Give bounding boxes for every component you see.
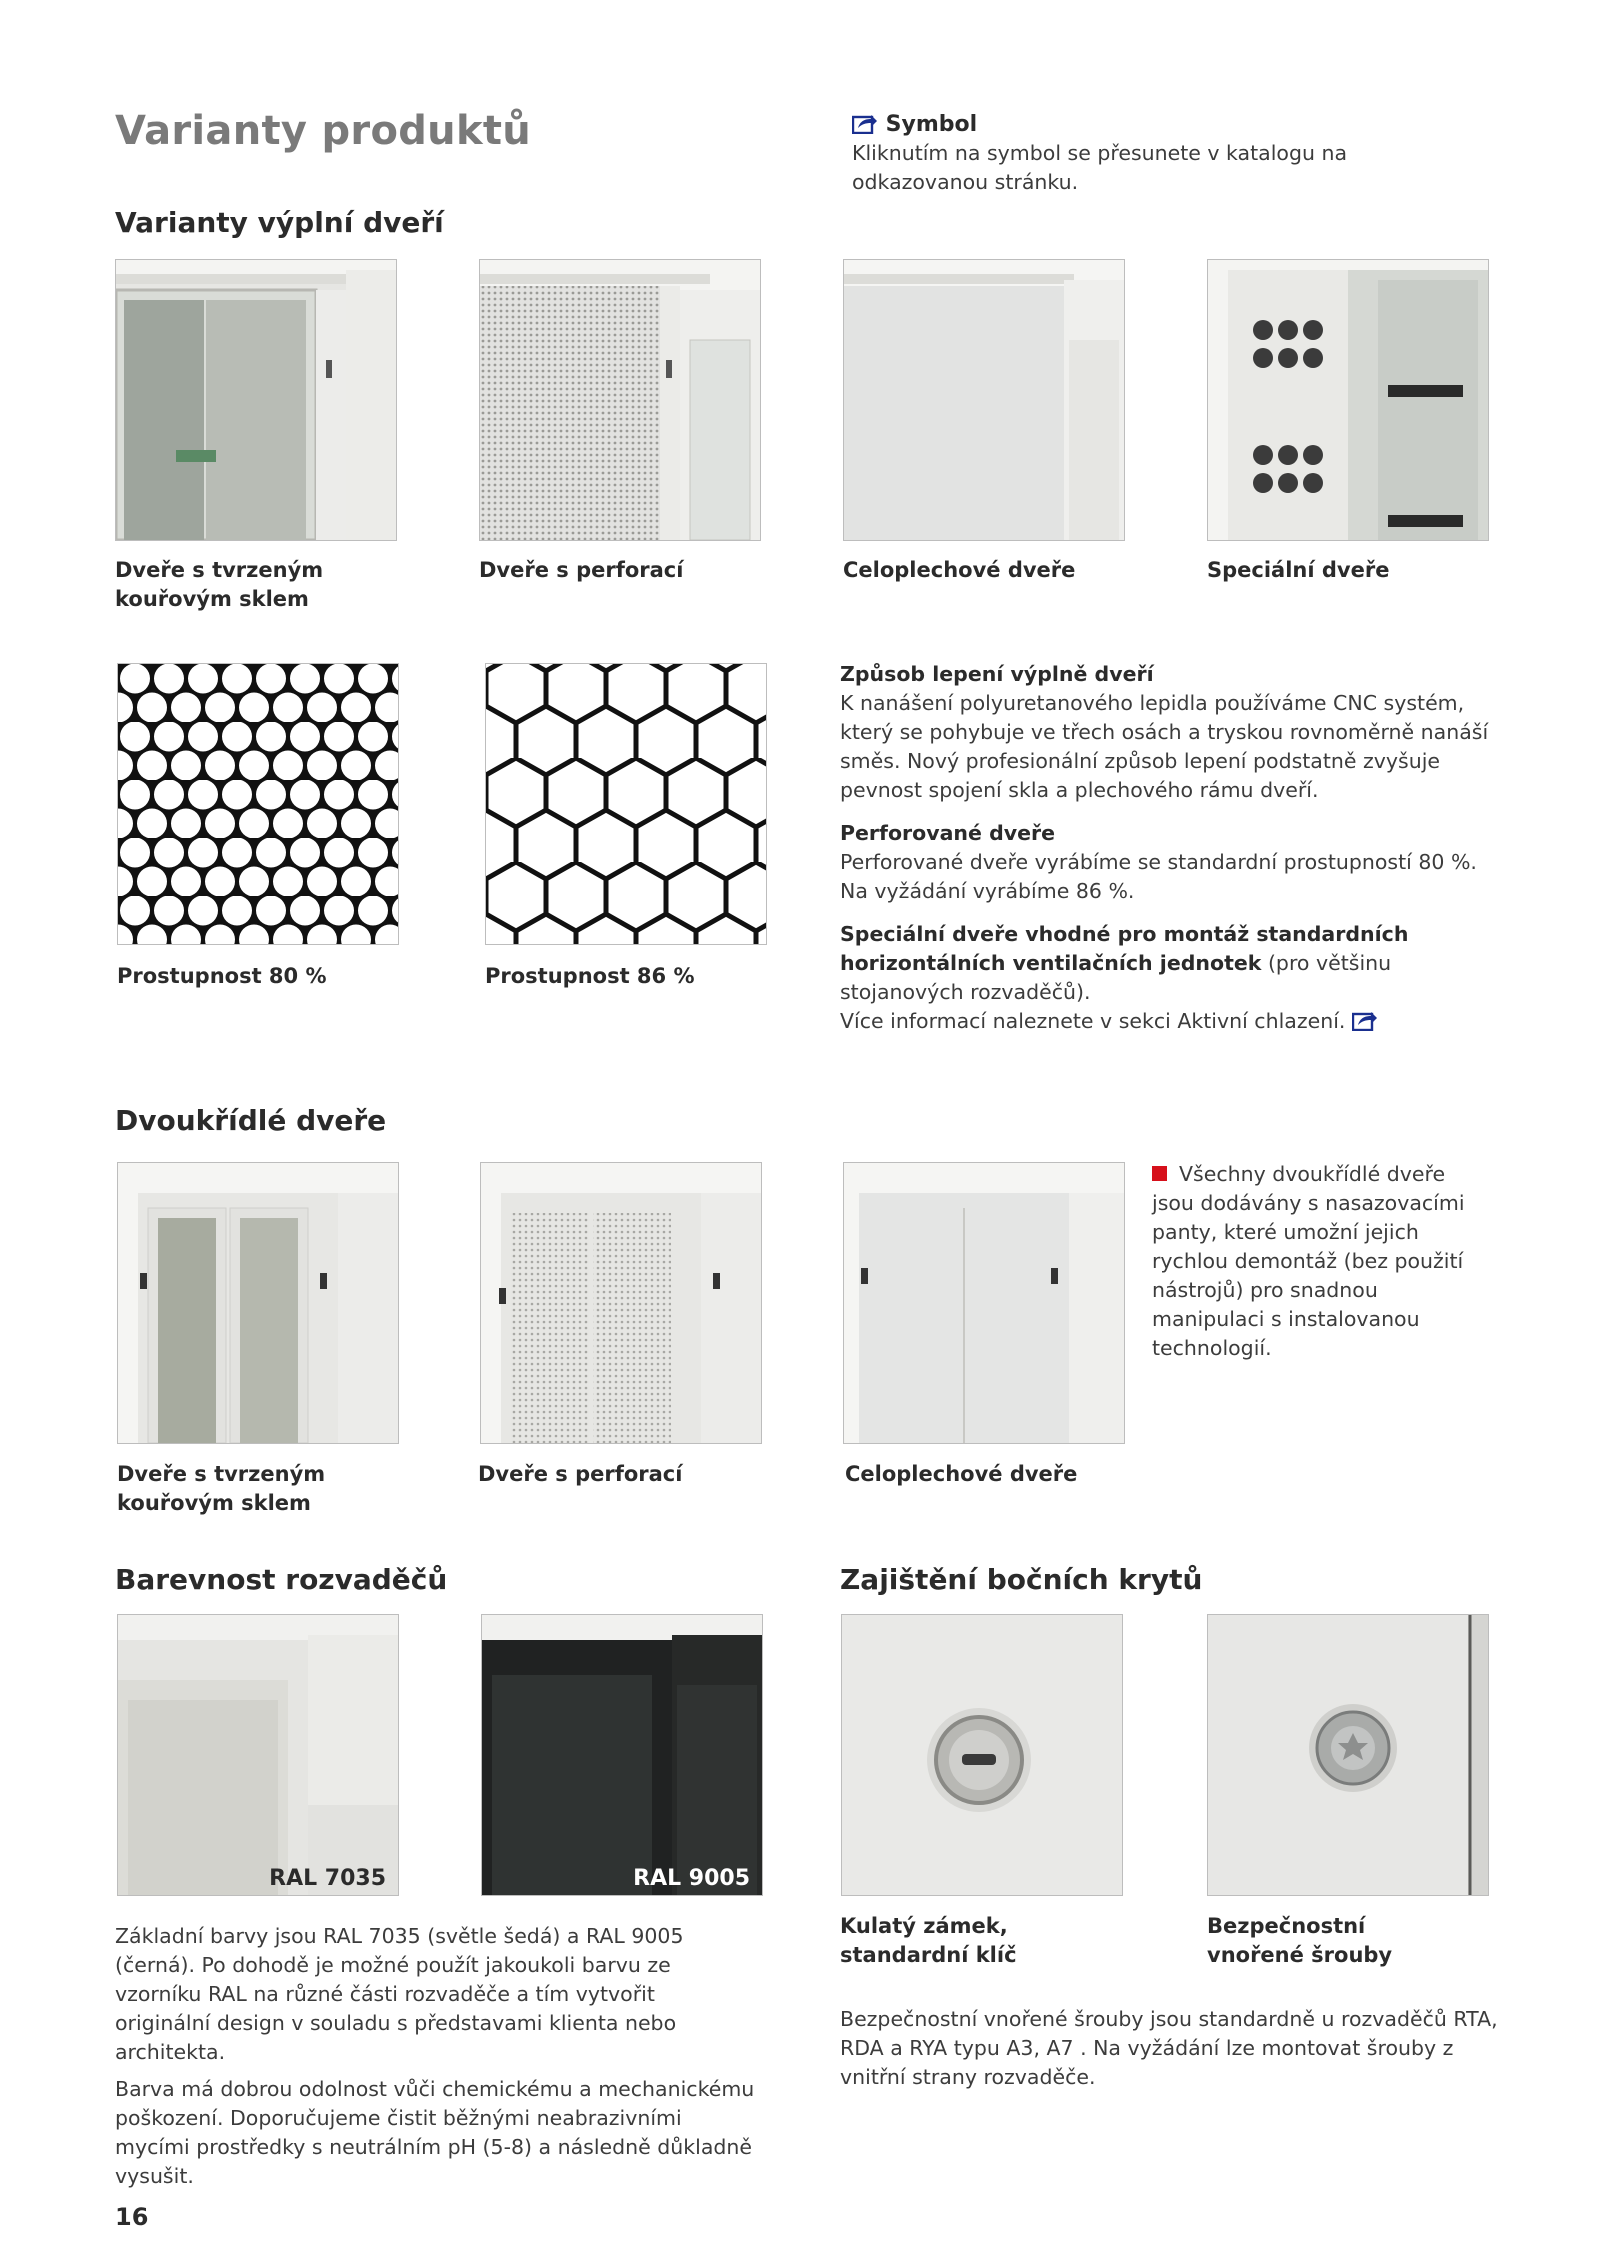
caption-double-smoked-glass: Dveře s tvrzeným kouřovým sklem bbox=[117, 1462, 326, 1515]
link-icon[interactable] bbox=[852, 112, 878, 134]
gluing-text: K nanášení polyuretanového lepidla používáme CNC systém, který se pohybuje ve třech osách a tryskou rovnoměrně nanáší směs. Nový profesionální způsob lepení podstatně zvyšuje pevnost spojení skla a plechového rámu dveří. bbox=[840, 691, 1489, 802]
ral-9005-label: RAL 9005 bbox=[633, 1866, 750, 1891]
caption-round-lock: Kulatý zámek, standardní klíč bbox=[840, 1914, 1017, 1967]
photo-double-perforated bbox=[480, 1162, 762, 1444]
door-info-text bbox=[840, 660, 1495, 1036]
page-number: 16 bbox=[115, 2203, 149, 2231]
photo-solid-steel-door bbox=[843, 259, 1125, 541]
colors-text bbox=[115, 1922, 755, 2191]
photo-ral-9005 bbox=[481, 1614, 763, 1896]
caption-perforation-80: Prostupnost 80 % bbox=[117, 964, 327, 988]
caption-smoked-glass: Dveře s tvrzeným kouřovým sklem bbox=[115, 558, 324, 611]
caption-solid-steel: Celoplechové dveře bbox=[843, 558, 1076, 582]
pattern-perforation-80 bbox=[117, 663, 399, 945]
photo-double-solid-steel bbox=[843, 1162, 1125, 1444]
page-title: Varianty produktů bbox=[115, 108, 532, 154]
perforated-title: Perforované dveře bbox=[840, 821, 1056, 845]
photo-perforated-door bbox=[479, 259, 761, 541]
photo-round-lock bbox=[841, 1614, 1123, 1896]
symbol-text: Kliknutím na symbol se přesunete v katalogu na odkazovanou stránku. bbox=[852, 141, 1348, 194]
caption-security-screw: Bezpečnostní vnořené šrouby bbox=[1207, 1914, 1393, 1967]
special-doors-text bbox=[840, 920, 1495, 1007]
caption-perforated: Dveře s perforací bbox=[479, 558, 684, 582]
special-more-text: Více informací naleznete v sekci Aktivní chlazení. bbox=[840, 1009, 1346, 1033]
side-covers-heading: Zajištění bočních krytů bbox=[840, 1563, 1203, 1596]
double-doors-note bbox=[1152, 1160, 1492, 1363]
caption-perforation-86: Prostupnost 86 % bbox=[485, 964, 695, 988]
colors-heading: Barevnost rozvaděčů bbox=[115, 1563, 448, 1596]
photo-special-door bbox=[1207, 259, 1489, 541]
caption-double-perforated: Dveře s perforací bbox=[478, 1462, 683, 1486]
colors-para2: Barva má dobrou odolnost vůči chemickému a mechanickému poškození. Doporučujeme čistit běžnými neabrazivními mycími prostředky s neutrálním pH (5-8) a následně důkladně vysušit. bbox=[115, 2077, 755, 2188]
double-doors-note-text: Všechny dvoukřídlé dveře jsou dodávány s nasazovacími panty, které umožní jejich rychlou demontáž (bez použití nástrojů) pro snadnou manipulaci s instalovanou technologií. bbox=[1152, 1162, 1465, 1360]
photo-smoked-glass-door bbox=[115, 259, 397, 541]
special-more bbox=[840, 1007, 1495, 1036]
caption-double-solid-steel: Celoplechové dveře bbox=[845, 1462, 1078, 1486]
link-icon-active-cooling[interactable] bbox=[1352, 1009, 1378, 1031]
caption-special: Speciální dveře bbox=[1207, 558, 1390, 582]
bullet-red-square bbox=[1152, 1166, 1167, 1181]
photo-ral-7035 bbox=[117, 1614, 399, 1896]
colors-para1: Základní barvy jsou RAL 7035 (světle šedá) a RAL 9005 (černá). Po dohodě je možné použít jakoukoli barvu ze vzorníku RAL na různé části rozvaděče a tím vytvořit originální design v souladu s představami klienta nebo architekta. bbox=[115, 1924, 684, 2064]
symbol-note bbox=[852, 112, 1412, 197]
gluing-title: Způsob lepení výplně dveří bbox=[840, 662, 1154, 686]
photo-double-smoked-glass bbox=[117, 1162, 399, 1444]
special-text: (pro většinu stojanových rozvaděčů). bbox=[840, 951, 1392, 1004]
perforated-text: Perforované dveře vyrábíme se standardní prostupností 80 %. Na vyžádání vyrábíme 86 %. bbox=[840, 850, 1477, 903]
double-doors-heading: Dvoukřídlé dveře bbox=[115, 1104, 387, 1137]
ral-7035-label: RAL 7035 bbox=[269, 1866, 386, 1891]
side-covers-text: Bezpečnostní vnořené šrouby jsou standardně u rozvaděčů RTA, RDA a RYA typu A3, A7 . Na vyžádání lze montovat šrouby z vnitřní strany rozvaděče. bbox=[840, 2007, 1498, 2089]
pattern-perforation-86 bbox=[485, 663, 767, 945]
photo-security-screw bbox=[1207, 1614, 1489, 1896]
special-title: Speciální dveře vhodné pro montáž standardních horizontálních ventilačních jednotek bbox=[840, 922, 1409, 975]
door-fill-heading: Varianty výplní dveří bbox=[115, 206, 444, 239]
symbol-heading: Symbol bbox=[885, 112, 978, 137]
